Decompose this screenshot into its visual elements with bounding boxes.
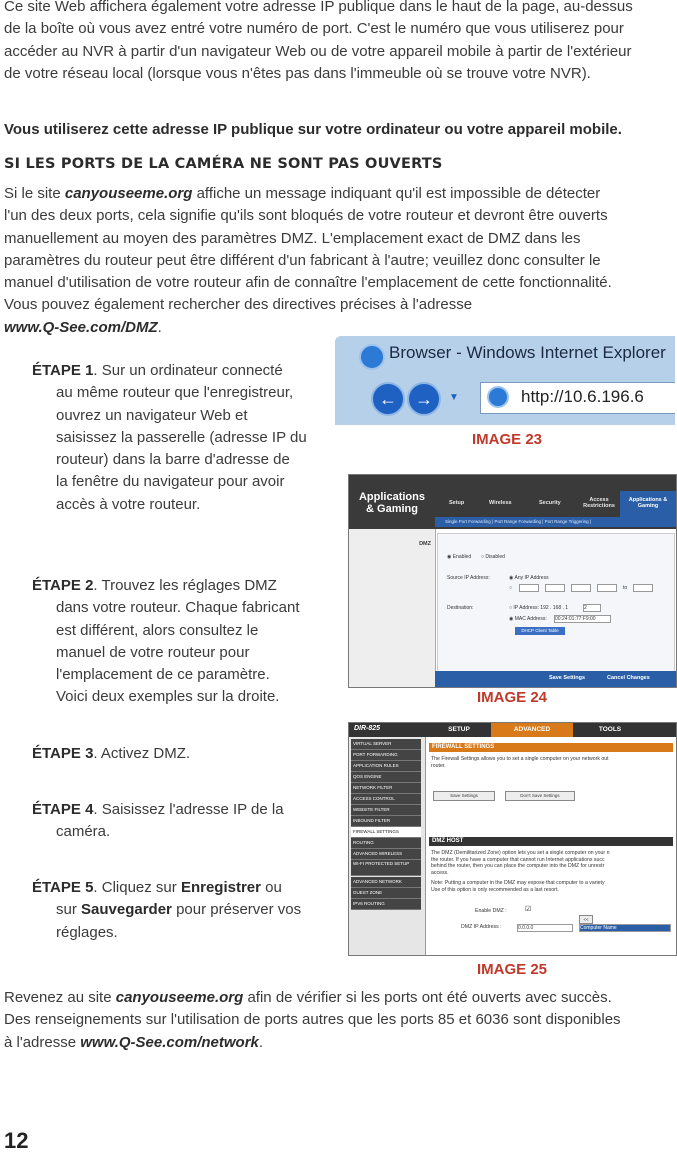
ie-page-icon	[487, 386, 509, 408]
text: Si le site	[4, 185, 65, 202]
sidebar-item[interactable]: QOS ENGINE	[351, 772, 421, 783]
sidebar-item[interactable]: ADVANCED WIRELESS	[351, 849, 421, 860]
destination-label: Destination:	[447, 605, 474, 611]
sidebar-item[interactable]: GUEST ZONE	[351, 888, 421, 899]
sidebar-item[interactable]: WI-FI PROTECTED SETUP	[351, 860, 421, 876]
closing-paragraph	[4, 987, 677, 1054]
step-text: caméra.	[56, 823, 111, 841]
router-section-title: Applications & Gaming	[358, 491, 425, 515]
source-ip-field[interactable]	[519, 584, 539, 592]
section-line: manuellement au moyen des paramètres DMZ. L'emplacement exact de DMZ dans les	[4, 229, 581, 247]
step-4	[32, 799, 351, 844]
dhcp-client-table-button[interactable]: DHCP Client Table	[515, 627, 565, 635]
section-line: l'un des deux ports, cela signifie qu'ils sont bloqués de votre routeur et devront être ouverts	[4, 207, 608, 225]
mac-address-field[interactable]: 00:24:01:77:F9:00	[554, 615, 611, 623]
step-text: Voici deux exemples sur la droite.	[56, 688, 280, 706]
section-paragraph	[4, 183, 677, 339]
router-sidebar	[349, 529, 436, 687]
dmz-link[interactable]: www.Q-See.com/DMZ	[4, 318, 158, 336]
forward-button[interactable]: →	[407, 382, 441, 416]
ip-address-radio[interactable]: ○ IP Address: 192 . 168 . 1	[509, 605, 569, 611]
sidebar-item[interactable]: ROUTING	[351, 838, 421, 849]
step-text: . Sur un ordinateur connecté	[93, 362, 283, 379]
text: .	[258, 1033, 264, 1051]
text: access.	[431, 869, 449, 876]
step-3	[32, 743, 351, 765]
step-text: . Activez DMZ.	[93, 745, 191, 762]
section-line: Vous pouvez également rechercher des directives précises à l'adresse	[4, 296, 473, 314]
closing-line: Des renseignements sur l'utilisation de ports autres que les ports 85 et 6036 sont disponibles	[4, 1011, 621, 1029]
text: Use of this option is only recommended as a last resort.	[431, 886, 559, 893]
sidebar-item[interactable]: WEBSITE FILTER	[351, 805, 421, 816]
source-ip-field[interactable]	[571, 584, 591, 592]
enable-dmz-checkbox[interactable]: ☑	[525, 906, 532, 913]
text: à l'adresse	[4, 1033, 81, 1051]
save-settings-button[interactable]: Save Settings	[433, 791, 495, 801]
step-label: ÉTAPE 2	[32, 577, 94, 594]
step-label: ÉTAPE 3	[32, 745, 94, 762]
mac-address-label: MAC Address:	[514, 616, 547, 622]
router-dmz-screenshot-1	[348, 474, 677, 688]
site-link[interactable]: canyouseeme.org	[115, 989, 244, 1006]
dest-ip-field[interactable]: 2	[583, 604, 601, 612]
dmz-note	[431, 880, 605, 893]
computer-name-select[interactable]: Computer Name	[579, 924, 671, 932]
text: Revenez au site	[4, 989, 116, 1006]
step-text: réglages.	[56, 923, 118, 941]
text: affiche un message indiquant qu'il est impossible de détecter	[192, 185, 601, 202]
browser-screenshot	[335, 336, 675, 425]
router-model: DIR-825	[354, 725, 381, 732]
dmz-ip-label: DMZ IP Address :	[461, 924, 502, 930]
step-text: accès à votre routeur.	[56, 495, 201, 513]
network-link[interactable]: www.Q-See.com/network	[80, 1033, 259, 1051]
dmz-host-header: DMZ HOST	[429, 837, 673, 846]
source-ip-label: Source IP Address:	[447, 575, 490, 581]
section-heading: SI LES PORTS DE LA CAMÉRA NE SONT PAS OUVERTS	[4, 156, 443, 172]
section-line: manuel d'utilisation de votre routeur afin de connaître l'emplacement de cette fonctionnalité.	[4, 274, 612, 292]
sidebar-item[interactable]: INBOUND FILTER	[351, 816, 421, 827]
step-text: manuel de votre routeur pour	[56, 643, 250, 661]
step-label: ÉTAPE 5	[32, 879, 94, 896]
browser-title: Browser - Windows Internet Explorer	[389, 343, 666, 362]
intro-line: accéder au NVR à partir d'un navigateur Web ou de votre appareil mobile à partir de l'extérieur	[4, 42, 632, 60]
step-text: ou	[261, 879, 282, 896]
text: afin de vérifier si les ports ont été ouverts avec succès.	[243, 989, 612, 1006]
sidebar-item[interactable]: ACCESS CONTROL	[351, 794, 421, 805]
step-1	[32, 360, 351, 516]
caption-image-23: IMAGE 23	[472, 431, 543, 448]
cancel-changes-button[interactable]: Cancel Changes	[607, 675, 650, 681]
back-button[interactable]: ←	[371, 382, 405, 416]
step-text: l'emplacement de ce paramètre.	[56, 666, 270, 684]
any-ip-label: Any IP Address	[514, 575, 549, 581]
disabled-radio[interactable]: ○ Disabled	[481, 554, 505, 560]
intro-paragraph	[4, 0, 677, 85]
step-text: . Saisissez l'adresse IP de la	[93, 801, 284, 818]
intro-line: de la boîte où vous avez entré votre numéro de port. C'est le numéro que vous utiliserez pour	[4, 20, 624, 38]
url-text: http://10.6.196.6	[521, 387, 644, 406]
step-text: ouvrez un navigateur Web et	[56, 406, 248, 424]
step-text: dans votre routeur. Chaque fabricant	[56, 599, 300, 617]
router-form	[437, 533, 675, 675]
step-2	[32, 575, 351, 709]
sidebar-item[interactable]: PORT FORWARDING	[351, 750, 421, 761]
step-label: ÉTAPE 1	[32, 362, 94, 379]
enabled-label: Enabled	[452, 554, 472, 560]
tab-applications-gaming[interactable]: Applications & Gaming	[620, 491, 676, 521]
firewall-settings-header: FIREWALL SETTINGS	[429, 743, 673, 752]
text: router.	[431, 762, 446, 769]
text: The DMZ (Demilitarized Zone) option lets you set a single computer on your n	[431, 850, 610, 856]
any-ip-radio[interactable]: ◉ Any IP Address	[509, 575, 549, 581]
router-subnav[interactable]: Single Port Forwarding | Port Range Forwarding | Port Range Triggering |	[435, 517, 676, 527]
ie-logo-icon	[359, 344, 385, 370]
router-dmz-screenshot-2	[348, 722, 677, 956]
step-text: routeur) dans la barre d'adresse de	[56, 451, 290, 469]
sidebar-item[interactable]: NETWORK FILTER	[351, 783, 421, 794]
text: .	[157, 318, 162, 336]
step-text: . Trouvez les réglages DMZ	[93, 577, 277, 594]
page-number: 12	[4, 1128, 29, 1153]
dmz-text	[431, 850, 609, 876]
step-label: ÉTAPE 4	[32, 801, 94, 818]
section-line: paramètres du routeur peut être différent d'un fabricant à l'autre; veuillez donc consulter le	[4, 251, 601, 269]
sidebar-item-firewall-settings[interactable]: FIREWALL SETTINGS	[351, 827, 421, 838]
dont-save-settings-button[interactable]: Don't Save Settings	[505, 791, 575, 801]
sauvegarder-word: Sauvegarder	[81, 901, 172, 919]
intro-line: Ce site Web affichera également votre adresse IP publique dans le haut de la page, au-dessus	[4, 0, 633, 15]
range-radio[interactable]: ○	[509, 585, 513, 591]
tab-advanced[interactable]: ADVANCED	[491, 723, 573, 737]
caption-image-24: IMAGE 24	[477, 689, 548, 706]
tab-access-restrictions[interactable]: Access Restrictions	[583, 497, 615, 509]
step-text: est différent, alors consultez le	[56, 621, 259, 639]
text: the router. If you have a computer that cannot run Internet applications succ	[431, 856, 605, 863]
sidebar-item[interactable]: APPLICATION RULES	[351, 761, 421, 772]
enable-dmz-label: Enable DMZ :	[475, 908, 507, 914]
sidebar-dmz-label: DMZ	[419, 541, 431, 547]
sidebar-item[interactable]: ADVANCED NETWORK	[351, 877, 421, 888]
sidebar-item[interactable]: IPV6 ROUTING	[351, 899, 421, 910]
tab-tools[interactable]: TOOLS	[598, 726, 622, 733]
step-text: . Cliquez sur	[93, 879, 181, 896]
tab-security[interactable]: Security	[539, 500, 561, 506]
step-text: saisissez la passerelle (adresse IP du	[56, 428, 307, 446]
intro-line: de votre réseau local (lorsque vous n'êtes pas dans l'immeuble où se trouve votre NVR).	[4, 64, 591, 82]
enabled-radio[interactable]: ◉ Enabled	[447, 554, 472, 560]
ip-address-label: IP Address: 192 . 168 . 1	[513, 605, 569, 611]
to-label: to	[623, 585, 628, 591]
text: The Firewall Settings allows you to set a single computer on your network out	[431, 756, 609, 762]
firewall-text	[431, 756, 609, 769]
save-settings-button[interactable]: Save Settings	[549, 675, 586, 681]
step-text: au même routeur que l'enregistreur,	[56, 384, 294, 402]
tab-setup[interactable]: SETUP	[448, 726, 470, 733]
step-text: la fenêtre du navigateur pour avoir	[56, 473, 285, 491]
save-word: Enregistrer	[180, 879, 261, 896]
step-text: pour préserver vos	[171, 901, 302, 919]
dmz-ip-field[interactable]: 0.0.0.0	[517, 924, 573, 932]
source-ip-field[interactable]	[597, 584, 617, 592]
source-ip-field[interactable]	[545, 584, 565, 592]
step-5	[32, 877, 351, 944]
history-dropdown-icon[interactable]: ▼	[449, 392, 459, 403]
emphasis-text: Vous utiliserez cette adresse IP publique sur votre ordinateur ou votre appareil mobile.	[4, 121, 622, 138]
router-sidebar	[349, 737, 426, 955]
mac-address-radio[interactable]: ◉ MAC Address:	[509, 616, 547, 622]
disabled-label: Disabled	[485, 554, 505, 560]
source-ip-end-field[interactable]	[633, 584, 653, 592]
sidebar-item[interactable]: VIRTUAL SERVER	[351, 739, 421, 750]
text: behind the router, then you can place the computer into the DMZ for unrestr	[431, 863, 605, 869]
address-bar[interactable]	[480, 382, 675, 414]
step-text: sur	[56, 901, 82, 919]
copy-computer-button[interactable]: <<	[579, 915, 593, 924]
tab-wireless[interactable]: Wireless	[489, 500, 512, 506]
site-link[interactable]: canyouseeme.org	[64, 185, 193, 202]
text: Note: Putting a computer in the DMZ may expose that computer to a variety	[431, 880, 605, 886]
caption-image-25: IMAGE 25	[477, 961, 548, 978]
tab-setup[interactable]: Setup	[449, 500, 465, 506]
